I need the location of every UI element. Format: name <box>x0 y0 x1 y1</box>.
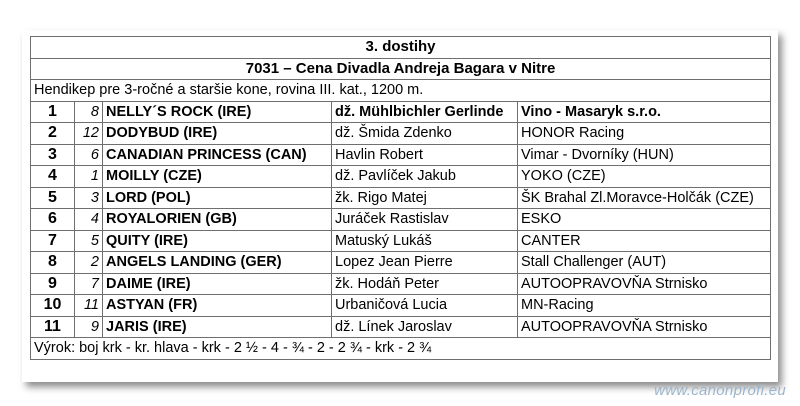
start-number-cell: 2 <box>75 252 103 274</box>
jockey-cell: Havlin Robert <box>332 144 518 166</box>
owner-cell: Stall Challenger (AUT) <box>518 252 771 274</box>
jockey-cell: Juráček Rastislav <box>332 209 518 231</box>
jockey-cell: dž. Pavlíček Jakub <box>332 166 518 188</box>
start-number-cell: 12 <box>75 123 103 145</box>
finishing-margins: Výrok: boj krk - kr. hlava - krk - 2 ½ - 4 - ¾ - 2 - 2 ¾ - krk - 2 ¾ <box>31 338 771 360</box>
position-cell: 10 <box>31 295 75 317</box>
race-heading-row <box>31 37 771 59</box>
start-number-cell: 6 <box>75 144 103 166</box>
result-row <box>31 187 771 209</box>
jockey-cell: žk. Rigo Matej <box>332 187 518 209</box>
owner-cell: ŠK Brahal Zl.Moravce-Holčák (CZE) <box>518 187 771 209</box>
start-number-cell: 1 <box>75 166 103 188</box>
owner-cell: ESKO <box>518 209 771 231</box>
jockey-cell: Urbaničová Lucia <box>332 295 518 317</box>
owner-cell: HONOR Racing <box>518 123 771 145</box>
position-cell: 2 <box>31 123 75 145</box>
jockey-cell: dž. Línek Jaroslav <box>332 316 518 338</box>
result-row <box>31 252 771 274</box>
position-cell: 8 <box>31 252 75 274</box>
results-sheet <box>30 36 770 356</box>
horse-name-cell: MOILLY (CZE) <box>103 166 332 188</box>
position-cell: 4 <box>31 166 75 188</box>
margins-row <box>31 338 771 360</box>
jockey-cell: Matuský Lukáš <box>332 230 518 252</box>
results-table <box>30 36 771 360</box>
jockey-cell: dž. Šmida Zdenko <box>332 123 518 145</box>
start-number-cell: 11 <box>75 295 103 317</box>
jockey-cell: žk. Hodáň Peter <box>332 273 518 295</box>
result-row <box>31 273 771 295</box>
start-number-cell: 5 <box>75 230 103 252</box>
horse-name-cell: JARIS (IRE) <box>103 316 332 338</box>
race-heading: 3. dostihy <box>31 37 771 59</box>
owner-cell: Vino - Masaryk s.r.o. <box>518 101 771 123</box>
result-row <box>31 123 771 145</box>
horse-name-cell: QUITY (IRE) <box>103 230 332 252</box>
start-number-cell: 8 <box>75 101 103 123</box>
owner-cell: YOKO (CZE) <box>518 166 771 188</box>
position-cell: 3 <box>31 144 75 166</box>
result-row <box>31 101 771 123</box>
result-row <box>31 209 771 231</box>
owner-cell: MN-Racing <box>518 295 771 317</box>
race-title: 7031 – Cena Divadla Andreja Bagara v Nitre <box>31 58 771 80</box>
horse-name-cell: ROYALORIEN (GB) <box>103 209 332 231</box>
start-number-cell: 9 <box>75 316 103 338</box>
owner-cell: AUTOOPRAVOVŇA Strnisko <box>518 316 771 338</box>
position-cell: 7 <box>31 230 75 252</box>
owner-cell: CANTER <box>518 230 771 252</box>
horse-name-cell: DAIME (IRE) <box>103 273 332 295</box>
horse-name-cell: NELLY´S ROCK (IRE) <box>103 101 332 123</box>
race-description-row <box>31 80 771 102</box>
position-cell: 1 <box>31 101 75 123</box>
start-number-cell: 3 <box>75 187 103 209</box>
result-row <box>31 144 771 166</box>
result-row <box>31 166 771 188</box>
horse-name-cell: ASTYAN (FR) <box>103 295 332 317</box>
position-cell: 9 <box>31 273 75 295</box>
position-cell: 5 <box>31 187 75 209</box>
jockey-cell: dž. Mühlbichler Gerlinde <box>332 101 518 123</box>
position-cell: 6 <box>31 209 75 231</box>
result-row <box>31 295 771 317</box>
owner-cell: Vimar - Dvorníky (HUN) <box>518 144 771 166</box>
horse-name-cell: LORD (POL) <box>103 187 332 209</box>
horse-name-cell: CANADIAN PRINCESS (CAN) <box>103 144 332 166</box>
watermark: www.canonprofi.eu <box>654 382 786 399</box>
result-row <box>31 230 771 252</box>
horse-name-cell: DODYBUD (IRE) <box>103 123 332 145</box>
start-number-cell: 7 <box>75 273 103 295</box>
owner-cell: AUTOOPRAVOVŇA Strnisko <box>518 273 771 295</box>
horse-name-cell: ANGELS LANDING (GER) <box>103 252 332 274</box>
start-number-cell: 4 <box>75 209 103 231</box>
position-cell: 11 <box>31 316 75 338</box>
race-description: Hendikep pre 3-ročné a staršie kone, rovina III. kat., 1200 m. <box>31 80 771 102</box>
jockey-cell: Lopez Jean Pierre <box>332 252 518 274</box>
result-row <box>31 316 771 338</box>
race-title-row <box>31 58 771 80</box>
